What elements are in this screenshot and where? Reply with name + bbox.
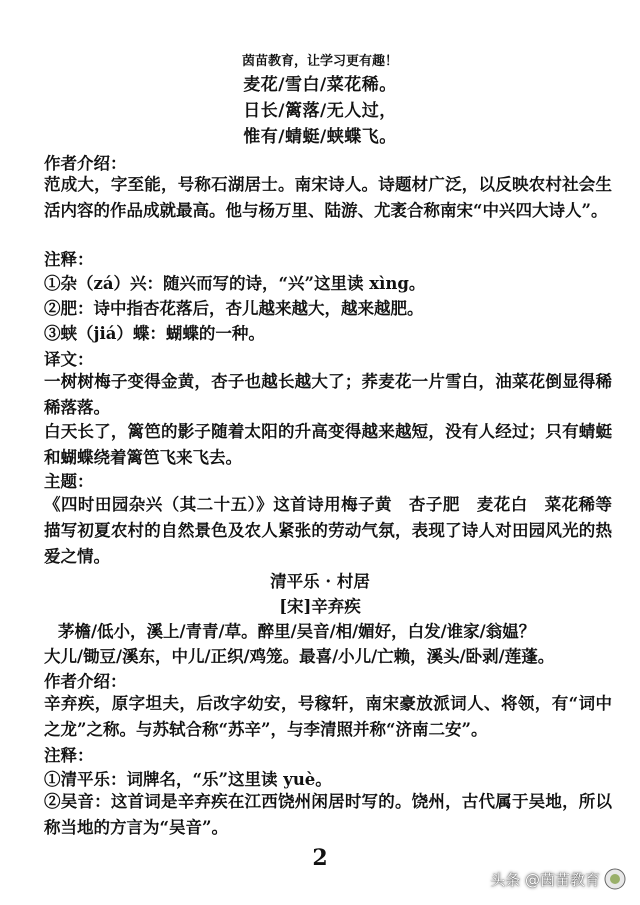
page-number: 2 [312, 845, 328, 871]
watermark [490, 865, 626, 893]
poem-title: 清平乐 · 村居 [270, 572, 370, 591]
author-text: 辛弃疾，原字坦夫，后改字幼安，号稼轩，南宋豪放派词人、将领，有“词中之龙”之称。与苏轼合称“苏辛”，与李清照并称“济南二安”。 [44, 694, 612, 739]
note-item: ①清平乐：词牌名，“乐”这里读 yuè。 [44, 770, 332, 789]
watermark-text: 头条 @茵苗教育 [490, 870, 600, 889]
note-item: ②肥：诗中指杏花落后，杏儿越来越大，越来越肥。 [44, 299, 424, 318]
author-text: 范成大，字至能，号称石湖居士。南宋诗人。诗题材广泛，以反映农村社会生活内容的作品成就最高。他与杨万里、陆游、尤袤合称南宋“中兴四大诗人”。 [44, 175, 612, 220]
watermark-logo-icon [604, 868, 626, 890]
translation-heading: 译文： [44, 350, 94, 369]
translation-paragraph: 白天长了，篱笆的影子随着太阳的升高变得越来越短，没有人经过；只有蜻蜓和蝴蝶绕着篱笆飞来飞去。 [44, 422, 612, 467]
note-item: ③蛱（jiá）蝶：蝴蝶的一种。 [44, 324, 265, 343]
notes-heading: 注释： [44, 250, 94, 269]
poem-line: 日长/篱落/无人过， [243, 101, 397, 121]
poem-author: [宋]辛弃疾 [279, 597, 361, 616]
author-heading: 作者介绍： [44, 154, 127, 173]
poem-line: 茅檐/低小，溪上/青青/草。醉里/吴音/相/媚好，白发/谁家/翁媪？ [58, 622, 536, 641]
translation-paragraph: 一树树梅子变得金黄，杏子也越长越大了；荞麦花一片雪白，油菜花倒显得稀稀落落。 [44, 372, 612, 417]
poem-line: 大儿/锄豆/溪东，中儿/正织/鸡笼。最喜/小儿/亡赖，溪头/卧剥/莲蓬。 [44, 647, 555, 666]
notes-heading: 注释： [44, 746, 94, 765]
poem-line: 麦花/雪白/菜花稀。 [243, 75, 397, 95]
note-item: ①杂（zá）兴：随兴而写的诗，“兴”这里读 xìng。 [44, 274, 426, 293]
poem-line: 惟有/蜻蜓/蛱蝶飞。 [243, 127, 397, 147]
author-heading: 作者介绍： [44, 672, 127, 691]
theme-text: 《四时田园杂兴（其二十五）》这首诗用梅子黄 杏子肥 麦花白 菜花稀等描写初夏农村的自然景色及农人紧张的劳动气氛，表现了诗人对田园风光的热爱之情。 [44, 495, 612, 566]
header-slogan: 茵苗教育，让学习更有趣！ [241, 54, 398, 69]
note-item: ②吴音：这首词是辛弃疾在江西饶州闲居时写的。饶州，古代属于吴地，所以称当地的方言为“吴音”。 [44, 792, 612, 837]
theme-heading: 主题： [44, 472, 94, 491]
